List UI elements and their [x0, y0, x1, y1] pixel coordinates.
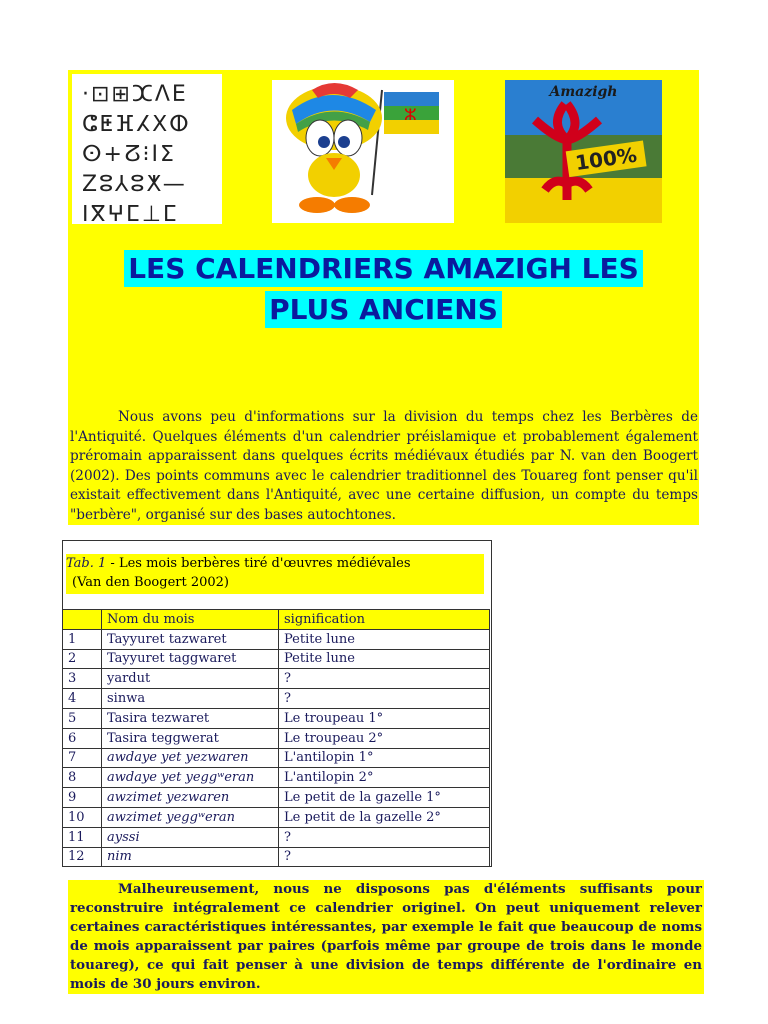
table-caption: Tab. 1 - Les mois berbères tiré d'œuvres médiévales (Van den Boogert 2002)	[66, 554, 484, 594]
table-cell-meaning: Le troupeau 1°	[279, 708, 490, 728]
table-cell-meaning: Le petit de la gazelle 1°	[279, 788, 490, 808]
bird-illustration-icon	[272, 80, 454, 223]
table-cell-num: 12	[63, 847, 102, 867]
table-cell-name: Tasira teggwerat	[102, 728, 279, 748]
table-row	[63, 649, 490, 669]
table-cell-num: 3	[63, 669, 102, 689]
table-cell-name: ayssi	[102, 827, 279, 847]
table-cell-num: 6	[63, 728, 102, 748]
table-row	[63, 708, 490, 728]
table-header-cell: Nom du mois	[102, 610, 279, 630]
tifinagh-line: ⵙ+ⵒ⁝Ⅰⵉ	[82, 142, 176, 167]
months-table	[62, 609, 490, 867]
table-row	[63, 847, 490, 867]
yaz-symbol-icon	[505, 80, 662, 223]
table-cell-num: 10	[63, 807, 102, 827]
table-header-cell: signification	[279, 610, 490, 630]
amazigh-flag-image	[505, 80, 662, 223]
intro-paragraph: Nous avons peu d'informations sur la division du temps chez les Berbères de l'Antiquité. Quelques éléments d'un calendrier préislamique et probablement également préromain apparaissent dans quelques écrits médiévaux étudiés par N. van den Boogert (2002). Des points communs avec le calendrier traditionnel des Touareg font penser qu'il existait effectivement dans l'Antiquité, avec une certaine diffusion, un compte du temps "berbère", organisé sur des bases autochtones.	[70, 409, 698, 523]
table-cell-meaning: Petite lune	[279, 629, 490, 649]
table-cell-meaning: L'antilopin 1°	[279, 748, 490, 768]
table-row	[63, 748, 490, 768]
table-cell-meaning: Le petit de la gazelle 2°	[279, 807, 490, 827]
table-cell-meaning: ?	[279, 827, 490, 847]
table-cell-name: yardut	[102, 669, 279, 689]
table-row	[63, 689, 490, 709]
table-row	[63, 728, 490, 748]
table-cell-num: 9	[63, 788, 102, 808]
tifinagh-line: ⵛⵟⴼⵃⵝⵀ	[82, 112, 191, 137]
table-row	[63, 629, 490, 649]
table-header-row	[63, 610, 490, 630]
tifinagh-line: ·⊡⊞ⵋΛΕ	[82, 82, 188, 107]
table-cell-name: awdaye yet yeggʷeran	[102, 768, 279, 788]
table-cell-meaning: L'antilopin 2°	[279, 768, 490, 788]
table-cell-name: nim	[102, 847, 279, 867]
table-cell-name: awdaye yet yezwaren	[102, 748, 279, 768]
table-cell-num: 1	[63, 629, 102, 649]
table-cell-name: awzimet yezwaren	[102, 788, 279, 808]
tifinagh-line: Zⵓ⅄ⵓⵅ—	[82, 172, 187, 197]
table-cell-num: 7	[63, 748, 102, 768]
table-cell-name: Tayyuret taggwaret	[102, 649, 279, 669]
table-cell-name: awzimet yeggʷeran	[102, 807, 279, 827]
table-cell-meaning: ?	[279, 689, 490, 709]
cartoon-bird-with-flag-image	[272, 80, 454, 223]
table-cell-meaning: Petite lune	[279, 649, 490, 669]
table-cell-name: Tasira tezwaret	[102, 708, 279, 728]
tifinagh-line: ⵏⴳⵖⵎ⊥ⵎ	[82, 202, 179, 227]
table-row	[63, 669, 490, 689]
table-cell-num: 8	[63, 768, 102, 788]
table-cell-num: 5	[63, 708, 102, 728]
table-cell-num: 2	[63, 649, 102, 669]
table-cell-meaning: ?	[279, 669, 490, 689]
table-cell-meaning: Le troupeau 2°	[279, 728, 490, 748]
flag-percent-text: 100%	[573, 142, 639, 176]
tifinagh-alphabet-image	[72, 74, 222, 227]
table-row	[63, 788, 490, 808]
table-header-cell	[63, 610, 102, 630]
flag-label: Amazigh	[549, 84, 618, 100]
table-row	[63, 827, 490, 847]
conclusion-paragraph: Malheureusement, nous ne disposons pas d'éléments suffisants pour reconstruire intégralement ce calendrier originel. On peut uniquement relever certaines caractéristiques intéressantes, par exemple le fait que beaucoup de noms de mois apparaissent par paires (parfois même par groupe de trois dans le monde touareg), ce qui fait penser à une division de temps différente de l'ordinaire en mois de 30 jours environ.	[70, 881, 702, 992]
table-cell-name: Tayyuret tazwaret	[102, 629, 279, 649]
page-title-line2: PLUS ANCIENS	[68, 293, 699, 326]
table-cell-num: 11	[63, 827, 102, 847]
page-title-line1: LES CALENDRIERS AMAZIGH LES	[68, 252, 699, 285]
table-cell-num: 4	[63, 689, 102, 709]
table-row	[63, 807, 490, 827]
svg-text:ⵣ: ⵣ	[404, 105, 417, 124]
table-cell-name: sinwa	[102, 689, 279, 709]
table-row	[63, 768, 490, 788]
table-cell-meaning: ?	[279, 847, 490, 867]
